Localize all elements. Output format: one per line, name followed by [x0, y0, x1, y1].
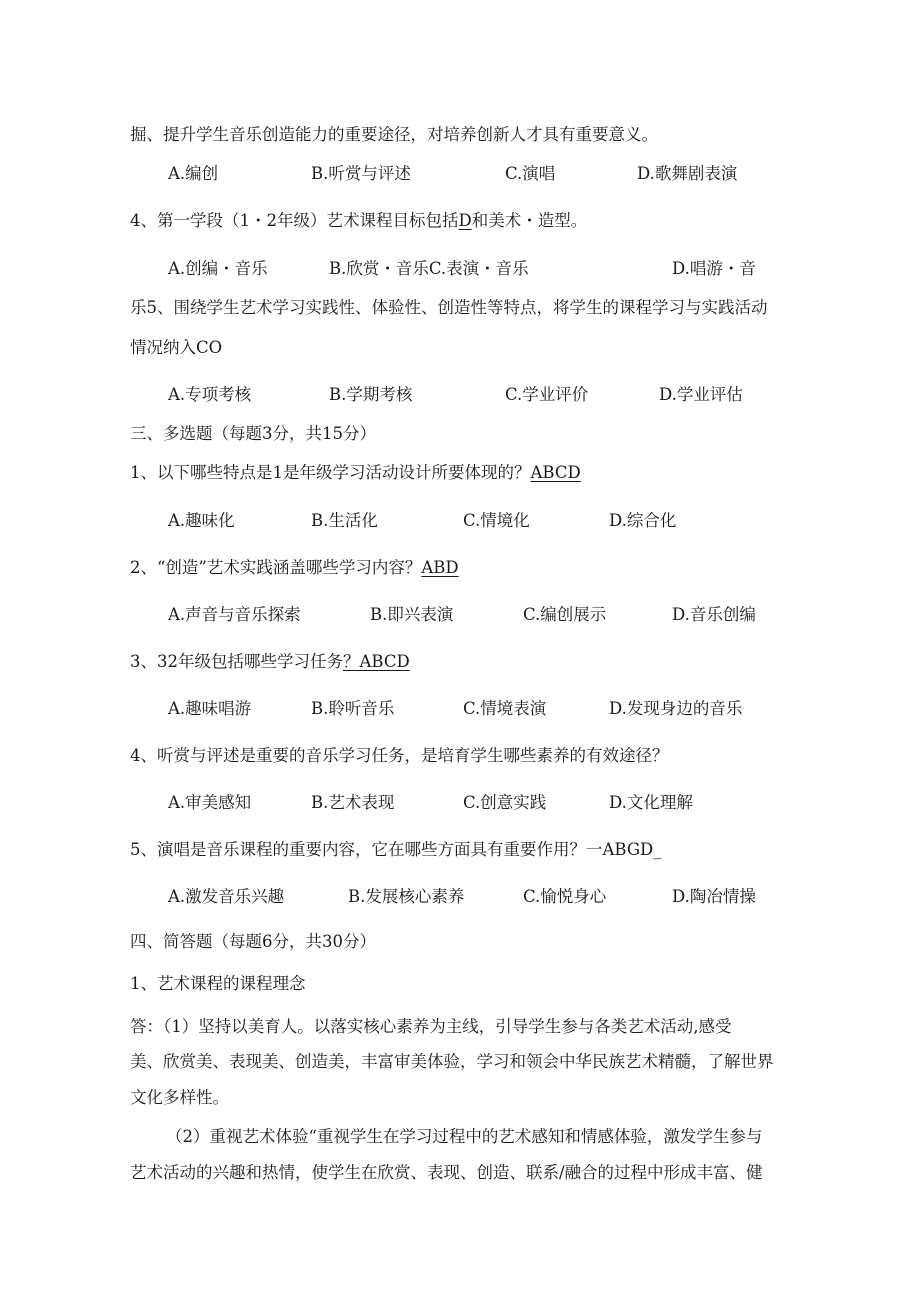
option-c: C.编创展示: [523, 605, 607, 624]
answer-line: 艺术活动的兴趣和热情，使学生在欣赏、表现、创造、联系/融合的过程中形成丰富、健: [130, 1163, 763, 1182]
option-c: C.演唱: [505, 164, 556, 183]
option-c: C.愉悦身心: [523, 887, 607, 906]
body-text: 掘、提升学生音乐创造能力的重要途径，对培养创新人才具有重要意义。: [130, 125, 658, 144]
option-b: B.学期考核: [329, 385, 413, 404]
option-b: B.生活化: [311, 511, 378, 530]
option-a: A.激发音乐兴趣: [168, 887, 285, 906]
mc-question-1: [130, 462, 581, 484]
question-text: 4、第一学段（1・2年级）艺术课程目标包括: [130, 211, 459, 230]
option-a: A.编创: [168, 164, 219, 183]
option-d: D.歌舞剧表演: [637, 164, 738, 183]
mc-question-5: 5、演唱是音乐课程的重要内容，它在哪些方面具有重要作用？一ABGD_: [130, 840, 662, 859]
answer: ABCD: [530, 463, 581, 482]
question-text-suffix: 和美术・造型。: [471, 211, 588, 230]
mc-question-4: 4、听赏与评述是重要的音乐学习任务，是培育学生哪些素养的有效途径？: [130, 746, 669, 765]
answer-line: 文化多样性。: [130, 1088, 229, 1107]
option-b: B.聆听音乐: [311, 699, 395, 718]
answer: ？ABCD: [343, 652, 410, 671]
option-a: A.趣味化: [168, 511, 235, 530]
section-heading: 三、多选题（每题3分，共15分）: [130, 424, 376, 443]
option-b: B.欣赏・音乐C.表演・音乐: [329, 259, 529, 278]
question-text: 1、以下哪些特点是1是年级学习活动设计所要体现的？: [130, 463, 531, 482]
answer: D: [458, 211, 472, 230]
section-heading: 四、简答题（每题6分，共30分）: [130, 932, 376, 951]
option-d: D.发现身边的音乐: [609, 699, 743, 718]
option-d: D.陶冶情操: [672, 887, 756, 906]
option-c: C.情境表演: [463, 699, 547, 718]
option-b: B.即兴表演: [370, 605, 454, 624]
sa-question-1: 1、艺术课程的课程理念: [130, 974, 306, 993]
question-4: [130, 210, 587, 232]
option-d: D.音乐创编: [672, 605, 756, 624]
option-d: D.唱游・音: [672, 259, 756, 278]
option-c: C.情境化: [463, 511, 530, 530]
answer-line: （2）重视艺术体验“重视学生在学习过程中的艺术感知和情感体验，激发学生参与: [166, 1127, 763, 1146]
question-text: 3、32年级包括哪些学习任务: [130, 652, 343, 671]
option-c: C.创意实践: [463, 793, 547, 812]
question-text: 2、“创造”艺术实践涵盖哪些学习内容？: [130, 558, 422, 577]
answer-line: 美、欣赏美、表现美、创造美，丰富审美体验，学习和领会中华民族艺术精髓，了解世界: [130, 1052, 774, 1071]
option-b: B.发展核心素养: [348, 887, 465, 906]
option-d: D.文化理解: [609, 793, 693, 812]
option-a: A.创编・音乐: [168, 259, 268, 278]
mc-question-2: [130, 557, 459, 579]
question-5: 乐5、围绕学生艺术学习实践性、体验性、创造性等特点，将学生的课程学习与实践活动: [130, 298, 768, 317]
option-d: D.综合化: [609, 511, 677, 530]
option-c: C.学业评价: [505, 385, 589, 404]
question-5-cont: 情况纳入CO: [130, 338, 223, 357]
answer: ABD: [421, 558, 459, 577]
option-b: B.听赏与评述: [311, 164, 411, 183]
option-d: D.学业评估: [659, 385, 743, 404]
option-a: A.趣味唱游: [168, 699, 252, 718]
option-a: A.专项考核: [168, 385, 252, 404]
option-a: A.审美感知: [168, 793, 252, 812]
answer-line: 答：（1）坚持以美育人。以落实核心素养为主线，引导学生参与各类艺术活动,感受: [130, 1017, 732, 1036]
mc-question-3: [130, 651, 410, 673]
option-a: A.声音与音乐探索: [168, 605, 301, 624]
option-b: B.艺术表现: [311, 793, 395, 812]
